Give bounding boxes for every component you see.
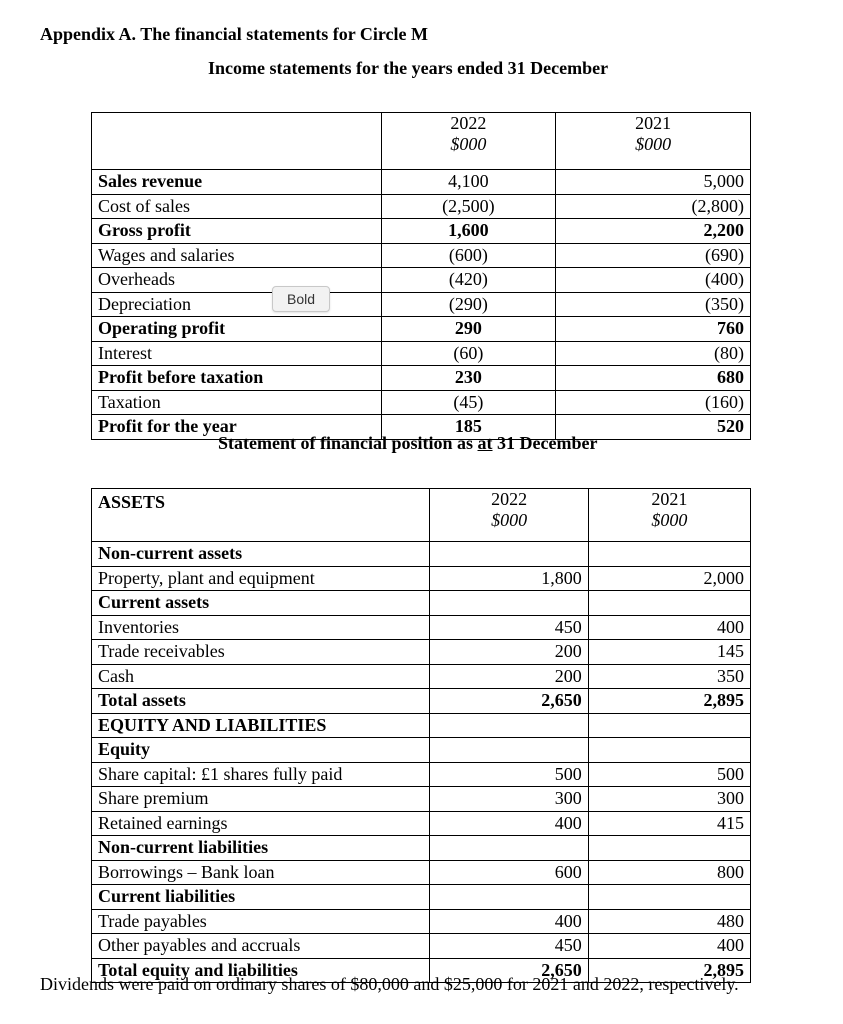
table-row [92,664,751,689]
value-2021: 480 [588,909,750,934]
income-header-row [92,113,751,170]
value-2021: 2,895 [588,958,750,983]
value-2021: 2,000 [588,566,750,591]
row-label: Profit for the year [92,415,382,440]
row-label: Trade payables [92,909,430,934]
document-title: Appendix A. The financial statements for Circle M [40,24,428,44]
fpos-unit-2022: $000 [491,510,528,530]
value-2022: 2,650 [430,958,588,983]
value-2021: (400) [556,268,751,293]
value-2022: 230 [381,366,556,391]
value-2022: 1,800 [430,566,588,591]
row-label: Profit before taxation [92,366,382,391]
value-2021: 400 [588,934,750,959]
value-2021: (690) [556,243,751,268]
value-2022: 450 [430,934,588,959]
table-row [92,566,751,591]
value-2021 [588,542,750,567]
table-row [92,689,751,714]
table-row [92,366,751,391]
row-label: Wages and salaries [92,243,382,268]
value-2021: (2,800) [556,194,751,219]
value-2021: 500 [588,762,750,787]
income-statement-title: Income statements for the years ended 31 December [208,58,609,78]
row-label: Interest [92,341,382,366]
value-2022: (60) [381,341,556,366]
value-2021 [588,591,750,616]
row-label: Inventories [92,615,430,640]
value-2022 [430,591,588,616]
value-2021: 800 [588,860,750,885]
value-2021: 300 [588,787,750,812]
table-row [92,811,751,836]
row-label: Non-current liabilities [92,836,430,861]
value-2022: 1,600 [381,219,556,244]
table-row [92,542,751,567]
value-2022: 200 [430,664,588,689]
row-label: Other payables and accruals [92,934,430,959]
value-2022 [430,713,588,738]
bold-format-button[interactable]: Bold [272,286,330,312]
row-label: Gross profit [92,219,382,244]
table-row [92,170,751,195]
value-2022: (290) [381,292,556,317]
table-row [92,836,751,861]
table-row [92,615,751,640]
fpos-year-2021: 2021 [651,489,688,509]
financial-position-title [218,433,597,454]
value-2022: (2,500) [381,194,556,219]
row-label: Operating profit [92,317,382,342]
row-label: Taxation [92,390,382,415]
value-2021: (80) [556,341,751,366]
row-label: EQUITY AND LIABILITIES [92,713,430,738]
value-2022: 4,100 [381,170,556,195]
table-row [92,640,751,665]
dividends-footnote: Dividends were paid on ordinary shares of $80,000 and $25,000 for 2021 and 2022, respectively. [40,974,739,994]
row-label: Depreciation [92,292,382,317]
fpos-unit-2021: $000 [651,510,688,530]
table-row [92,292,751,317]
row-label: Retained earnings [92,811,430,836]
value-2021: 350 [588,664,750,689]
row-label: Current liabilities [92,885,430,910]
value-2022: 290 [381,317,556,342]
row-label: Cost of sales [92,194,382,219]
year-2022-heading: 2022 [450,113,487,133]
fpos-year-2022: 2022 [491,489,528,509]
value-2021: 415 [588,811,750,836]
table-row [92,787,751,812]
row-label: Share premium [92,787,430,812]
financial-position-table [91,488,751,983]
income-header-2021 [556,113,751,170]
value-2022: 200 [430,640,588,665]
table-row [92,762,751,787]
table-row [92,909,751,934]
value-2022: (45) [381,390,556,415]
value-2022 [430,738,588,763]
row-label: Share capital: £1 shares fully paid [92,762,430,787]
value-2022: (420) [381,268,556,293]
value-2021 [588,738,750,763]
income-header-label [92,113,382,170]
income-header-2022 [381,113,556,170]
table-row [92,268,751,293]
row-label: Property, plant and equipment [92,566,430,591]
row-label: Sales revenue [92,170,382,195]
table-row [92,219,751,244]
value-2021: 2,895 [588,689,750,714]
value-2022 [430,885,588,910]
row-label: Trade receivables [92,640,430,665]
value-2022: 2,650 [430,689,588,714]
table-row [92,243,751,268]
value-2021: (350) [556,292,751,317]
value-2022 [430,542,588,567]
table-row [92,934,751,959]
fpos-header-row [92,489,751,542]
value-2021: 520 [556,415,751,440]
fpos-header-2021 [588,489,750,542]
table-row [92,341,751,366]
value-2021: (160) [556,390,751,415]
income-statement-table [91,112,751,440]
financial-position-title-at: at [477,433,493,453]
assets-heading: ASSETS [92,489,430,542]
value-2022: 185 [381,415,556,440]
row-label: Cash [92,664,430,689]
value-2022: (600) [381,243,556,268]
value-2021: 5,000 [556,170,751,195]
value-2022: 300 [430,787,588,812]
value-2022: 600 [430,860,588,885]
table-row [92,591,751,616]
fpos-header-2022 [430,489,588,542]
value-2021: 2,200 [556,219,751,244]
value-2022: 400 [430,909,588,934]
value-2021: 760 [556,317,751,342]
table-row [92,738,751,763]
value-2021: 145 [588,640,750,665]
financial-position-title-end: 31 December [492,433,598,453]
row-label: Non-current assets [92,542,430,567]
table-row [92,713,751,738]
year-2021-heading: 2021 [635,113,672,133]
table-row [92,390,751,415]
value-2021 [588,836,750,861]
row-label: Total equity and liabilities [92,958,430,983]
value-2022: 400 [430,811,588,836]
row-label: Overheads [92,268,382,293]
row-label: Current assets [92,591,430,616]
financial-position-title-start: Statement of financial position as [218,433,478,453]
row-label: Borrowings – Bank loan [92,860,430,885]
value-2022: 500 [430,762,588,787]
value-2021: 680 [556,366,751,391]
table-row [92,317,751,342]
table-row [92,860,751,885]
value-2021: 400 [588,615,750,640]
value-2022 [430,836,588,861]
unit-2022-heading: $000 [450,134,487,154]
table-row [92,194,751,219]
table-row [92,885,751,910]
row-label: Total assets [92,689,430,714]
row-label: Equity [92,738,430,763]
value-2022: 450 [430,615,588,640]
value-2021 [588,713,750,738]
value-2021 [588,885,750,910]
unit-2021-heading: $000 [635,134,672,154]
